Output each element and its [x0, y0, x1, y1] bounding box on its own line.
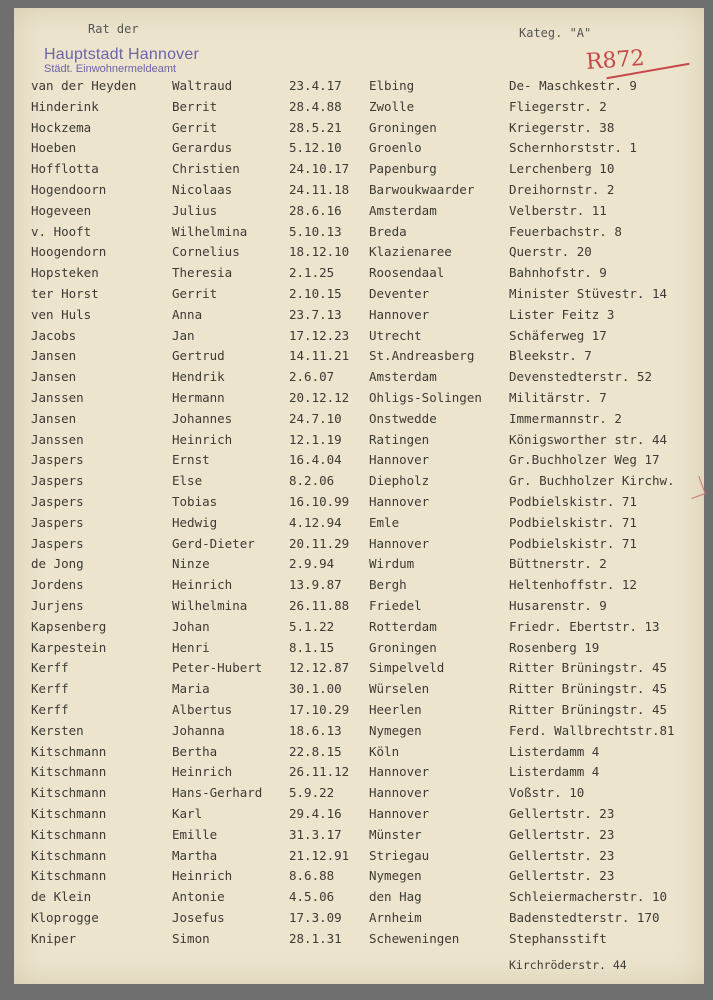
- birth-date-cell: 8.2.06: [289, 473, 335, 489]
- surname-cell: Jaspers: [31, 473, 84, 489]
- given-name-cell: Gertrud: [172, 348, 225, 364]
- birth-place-cell: Striegau: [369, 847, 430, 863]
- birth-date-cell: 17.12.23: [289, 327, 350, 343]
- table-row: [14, 764, 704, 784]
- table-row: [14, 681, 704, 701]
- address-cell: Voßstr. 10: [509, 785, 585, 801]
- table-row: [14, 348, 704, 368]
- surname-cell: Kerff: [31, 660, 69, 676]
- given-name-cell: Henri: [172, 639, 210, 655]
- birth-place-cell: Wirdum: [369, 556, 415, 572]
- surname-cell: Kerff: [31, 681, 69, 697]
- address-cell: Podbielskistr. 71: [509, 514, 637, 530]
- birth-date-cell: 5.1.22: [289, 618, 335, 634]
- surname-cell: Kloprogge: [31, 910, 99, 925]
- table-row: [14, 411, 704, 431]
- birth-place-cell: Groningen: [369, 639, 437, 655]
- handwritten-reference: R872: [585, 45, 646, 76]
- surname-cell: Janssen: [31, 390, 84, 405]
- birth-date-cell: 16.10.99: [289, 494, 350, 509]
- surname-cell: Kerff: [31, 702, 69, 717]
- table-row: [14, 390, 704, 410]
- surname-cell: Jacobs: [31, 327, 77, 343]
- given-name-cell: Cornelius: [172, 244, 240, 260]
- surname-cell: Kersten: [31, 722, 84, 738]
- surname-cell: ter Horst: [31, 286, 99, 301]
- birth-place-cell: Deventer: [369, 286, 430, 301]
- birth-place-cell: Ratingen: [369, 431, 430, 447]
- address-cell: Lerchenberg 10: [509, 161, 615, 177]
- address-cell: Ritter Brüningstr. 45: [509, 660, 668, 676]
- surname-cell: de Jong: [31, 556, 84, 572]
- table-row: [14, 286, 704, 306]
- birth-date-cell: 18.12.10: [289, 244, 350, 260]
- extra-address: Kirchröderstr. 44: [509, 958, 627, 972]
- table-row: [14, 889, 704, 909]
- table-row: [14, 619, 704, 639]
- birth-place-cell: Simpelveld: [369, 660, 445, 676]
- address-cell: Feuerbachstr. 8: [509, 223, 622, 239]
- surname-cell: Kapsenberg: [31, 618, 107, 634]
- birth-place-cell: St.Andreasberg: [369, 348, 475, 364]
- table-row: [14, 515, 704, 535]
- birth-place-cell: Groenlo: [369, 140, 422, 156]
- table-row: [14, 868, 704, 888]
- birth-place-cell: Rotterdam: [369, 618, 437, 634]
- given-name-cell: Karl: [172, 806, 203, 821]
- table-row: [14, 452, 704, 472]
- birth-place-cell: Amsterdam: [369, 369, 437, 385]
- birth-place-cell: Zwolle: [369, 98, 415, 114]
- birth-place-cell: Scheweningen: [369, 930, 460, 946]
- birth-date-cell: 30.1.00: [289, 681, 342, 697]
- birth-place-cell: Hannover: [369, 535, 430, 551]
- surname-cell: Jaspers: [31, 494, 84, 509]
- address-cell: Militärstr. 7: [509, 390, 607, 405]
- surname-cell: Kitschmann: [31, 806, 107, 821]
- address-cell: Rosenberg 19: [509, 639, 600, 655]
- address-cell: Gr.Buchholzer Weg 17: [509, 452, 660, 468]
- address-cell: Gr. Buchholzer Kirchw.: [509, 473, 675, 489]
- address-cell: Querstr. 20: [509, 244, 592, 260]
- birth-date-cell: 8.1.15: [289, 639, 335, 655]
- table-row: [14, 785, 704, 805]
- address-cell: Ferd. Wallbrechtstr.81: [509, 722, 675, 738]
- birth-date-cell: 28.1.31: [289, 930, 342, 946]
- given-name-cell: Nicolaas: [172, 182, 233, 197]
- birth-date-cell: 23.7.13: [289, 306, 342, 322]
- table-row: [14, 744, 704, 764]
- surname-cell: Hoeben: [31, 140, 77, 156]
- birth-place-cell: Hannover: [369, 306, 430, 322]
- surname-cell: Jansen: [31, 348, 77, 364]
- address-cell: Gellertstr. 23: [509, 868, 615, 884]
- birth-place-cell: Amsterdam: [369, 202, 437, 218]
- surname-cell: Kitschmann: [31, 826, 107, 842]
- address-cell: Devenstedterstr. 52: [509, 369, 652, 385]
- birth-place-cell: Heerlen: [369, 702, 422, 717]
- address-cell: Podbielskistr. 71: [509, 535, 637, 551]
- birth-date-cell: 17.10.29: [289, 702, 350, 717]
- address-cell: Kriegerstr. 38: [509, 119, 615, 135]
- address-cell: Badenstedterstr. 170: [509, 910, 660, 925]
- table-row: [14, 536, 704, 556]
- table-row: [14, 931, 704, 951]
- address-cell: Ritter Brüningstr. 45: [509, 681, 668, 697]
- birth-place-cell: Onstwedde: [369, 410, 437, 426]
- birth-date-cell: 17.3.09: [289, 910, 342, 925]
- birth-date-cell: 21.12.91: [289, 847, 350, 863]
- table-row: [14, 244, 704, 264]
- table-row: [14, 78, 704, 98]
- table-row: [14, 161, 704, 181]
- given-name-cell: Heinrich: [172, 868, 233, 884]
- address-cell: Schernhorststr. 1: [509, 140, 637, 156]
- address-cell: Gellertstr. 23: [509, 847, 615, 863]
- birth-date-cell: 12.12.87: [289, 660, 350, 676]
- surname-cell: ven Huls: [31, 306, 92, 322]
- table-row: [14, 473, 704, 493]
- birth-place-cell: Emle: [369, 514, 400, 530]
- table-row: [14, 827, 704, 847]
- address-cell: Dreihornstr. 2: [509, 182, 615, 197]
- address-cell: Friedr. Ebertstr. 13: [509, 618, 660, 634]
- birth-date-cell: 2.10.15: [289, 286, 342, 301]
- surname-cell: Kitschmann: [31, 847, 107, 863]
- given-name-cell: Gerrit: [172, 286, 218, 301]
- address-cell: Ritter Brüningstr. 45: [509, 702, 668, 717]
- given-name-cell: Antonie: [172, 889, 225, 905]
- given-name-cell: Julius: [172, 202, 218, 218]
- stamp-line-1: Hauptstadt Hannover: [44, 46, 200, 63]
- given-name-cell: Jan: [172, 327, 195, 343]
- birth-date-cell: 5.10.13: [289, 223, 342, 239]
- table-row: [14, 265, 704, 285]
- given-name-cell: Wilhelmina: [172, 223, 248, 239]
- address-cell: Gellertstr. 23: [509, 806, 615, 821]
- table-row: [14, 307, 704, 327]
- table-row: [14, 660, 704, 680]
- birth-date-cell: 13.9.87: [289, 577, 342, 593]
- birth-place-cell: Würselen: [369, 681, 430, 697]
- birth-date-cell: 2.9.94: [289, 556, 335, 572]
- given-name-cell: Tobias: [172, 494, 218, 509]
- given-name-cell: Johan: [172, 618, 210, 634]
- table-row: [14, 806, 704, 826]
- birth-place-cell: Klazienaree: [369, 244, 452, 260]
- given-name-cell: Hans-Gerhard: [172, 785, 263, 801]
- address-cell: Fliegerstr. 2: [509, 98, 607, 114]
- surname-cell: Jaspers: [31, 535, 84, 551]
- birth-place-cell: Elbing: [369, 78, 415, 93]
- birth-date-cell: 29.4.16: [289, 806, 342, 821]
- address-cell: Velberstr. 11: [509, 202, 607, 218]
- birth-date-cell: 31.3.17: [289, 826, 342, 842]
- stamp-line-2: Städt. Einwohnermeldeamt: [44, 63, 177, 75]
- birth-date-cell: 4.12.94: [289, 514, 342, 530]
- birth-place-cell: Nymegen: [369, 868, 422, 884]
- surname-cell: Kitschmann: [31, 785, 107, 801]
- table-row: [14, 224, 704, 244]
- birth-date-cell: 28.6.16: [289, 202, 342, 218]
- table-row: [14, 640, 704, 660]
- table-row: [14, 598, 704, 618]
- given-name-cell: Emille: [172, 826, 218, 842]
- birth-date-cell: 8.6.88: [289, 868, 335, 884]
- given-name-cell: Albertus: [172, 702, 233, 717]
- birth-place-cell: Roosendaal: [369, 265, 445, 281]
- table-row: [14, 723, 704, 743]
- given-name-cell: Berrit: [172, 98, 218, 114]
- birth-place-cell: den Hag: [369, 889, 422, 905]
- birth-place-cell: Barwoukwaarder: [369, 182, 475, 197]
- address-cell: Minister Stüvestr. 14: [509, 286, 668, 301]
- given-name-cell: Hedwig: [172, 514, 218, 530]
- birth-date-cell: 24.10.17: [289, 161, 350, 177]
- birth-date-cell: 2.6.07: [289, 369, 335, 385]
- birth-date-cell: 24.7.10: [289, 410, 342, 426]
- address-cell: Heltenhoffstr. 12: [509, 577, 637, 593]
- given-name-cell: Bertha: [172, 743, 218, 759]
- address-cell: Husarenstr. 9: [509, 598, 607, 613]
- birth-place-cell: Ohligs-Solingen: [369, 390, 482, 405]
- given-name-cell: Hermann: [172, 390, 225, 405]
- birth-date-cell: 12.1.19: [289, 431, 342, 447]
- given-name-cell: Josefus: [172, 910, 225, 925]
- surname-cell: Hofflotta: [31, 161, 99, 177]
- birth-place-cell: Hannover: [369, 785, 430, 801]
- header-left: Rat der: [88, 22, 139, 36]
- surname-cell: Hogeveen: [31, 202, 92, 218]
- birth-date-cell: 14.11.21: [289, 348, 350, 364]
- birth-place-cell: Papenburg: [369, 161, 437, 177]
- birth-date-cell: 24.11.18: [289, 182, 350, 197]
- table-row: [14, 120, 704, 140]
- birth-date-cell: 28.5.21: [289, 119, 342, 135]
- birth-date-cell: 4.5.06: [289, 889, 335, 905]
- surname-cell: Jaspers: [31, 452, 84, 468]
- given-name-cell: Ninze: [172, 556, 210, 572]
- given-name-cell: Gerd-Dieter: [172, 535, 255, 551]
- table-row: [14, 910, 704, 930]
- surname-cell: Kitschmann: [31, 764, 107, 780]
- surname-cell: Hockzema: [31, 119, 92, 135]
- address-cell: Bleekstr. 7: [509, 348, 592, 364]
- address-cell: Königsworther str. 44: [509, 431, 668, 447]
- address-cell: Büttnerstr. 2: [509, 556, 607, 572]
- address-cell: Lister Feitz 3: [509, 306, 615, 322]
- birth-date-cell: 26.11.12: [289, 764, 350, 780]
- given-name-cell: Johanna: [172, 722, 225, 738]
- address-cell: Listerdamm 4: [509, 743, 600, 759]
- surname-cell: van der Heyden: [31, 78, 137, 93]
- birth-date-cell: 20.11.29: [289, 535, 350, 551]
- surname-cell: v. Hooft: [31, 223, 92, 239]
- given-name-cell: Theresia: [172, 265, 233, 281]
- surname-cell: Hopsteken: [31, 265, 99, 281]
- birth-date-cell: 2.1.25: [289, 265, 335, 281]
- surname-cell: de Klein: [31, 889, 92, 905]
- surname-cell: Jordens: [31, 577, 84, 593]
- table-row: [14, 848, 704, 868]
- table-row: [14, 140, 704, 160]
- birth-date-cell: 5.9.22: [289, 785, 335, 801]
- surname-cell: Jurjens: [31, 598, 84, 613]
- birth-place-cell: Friedel: [369, 598, 422, 613]
- table-row: [14, 702, 704, 722]
- birth-place-cell: Hannover: [369, 764, 430, 780]
- address-cell: Immermannstr. 2: [509, 410, 622, 426]
- surname-cell: Jaspers: [31, 514, 84, 530]
- document-page: [14, 8, 704, 984]
- address-cell: Gellertstr. 23: [509, 826, 615, 842]
- given-name-cell: Anna: [172, 306, 203, 322]
- birth-date-cell: 5.12.10: [289, 140, 342, 156]
- birth-date-cell: 16.4.04: [289, 452, 342, 468]
- table-row: [14, 494, 704, 514]
- given-name-cell: Heinrich: [172, 431, 233, 447]
- given-name-cell: Peter-Hubert: [172, 660, 263, 676]
- table-row: [14, 577, 704, 597]
- birth-place-cell: Arnheim: [369, 910, 422, 925]
- given-name-cell: Heinrich: [172, 764, 233, 780]
- table-row: [14, 432, 704, 452]
- table-row: [14, 203, 704, 223]
- birth-date-cell: 23.4.17: [289, 78, 342, 93]
- birth-place-cell: Nymegen: [369, 722, 422, 738]
- office-stamp: [44, 46, 199, 75]
- given-name-cell: Else: [172, 473, 203, 489]
- birth-place-cell: Köln: [369, 743, 400, 759]
- surname-cell: Kitschmann: [31, 743, 107, 759]
- table-row: [14, 328, 704, 348]
- given-name-cell: Waltraud: [172, 78, 233, 93]
- table-row: [14, 99, 704, 119]
- address-cell: Stephansstift: [509, 930, 607, 946]
- surname-cell: Karpestein: [31, 639, 107, 655]
- table-row: [14, 369, 704, 389]
- surname-cell: Kitschmann: [31, 868, 107, 884]
- given-name-cell: Simon: [172, 930, 210, 946]
- birth-date-cell: 18.6.13: [289, 722, 342, 738]
- table-row: [14, 556, 704, 576]
- given-name-cell: Gerrit: [172, 119, 218, 135]
- surname-cell: Janssen: [31, 431, 84, 447]
- surname-cell: Kniper: [31, 930, 77, 946]
- birth-place-cell: Breda: [369, 223, 407, 239]
- given-name-cell: Heinrich: [172, 577, 233, 593]
- address-cell: De- Maschkestr. 9: [509, 78, 637, 93]
- birth-place-cell: Hannover: [369, 452, 430, 468]
- given-name-cell: Hendrik: [172, 369, 225, 385]
- surname-cell: Jansen: [31, 369, 77, 385]
- surname-cell: Hogendoorn: [31, 182, 107, 197]
- birth-date-cell: 28.4.88: [289, 98, 342, 114]
- given-name-cell: Wilhelmina: [172, 598, 248, 613]
- surname-cell: Hoogendorn: [31, 244, 107, 260]
- surname-cell: Hinderink: [31, 98, 99, 114]
- birth-place-cell: Hannover: [369, 806, 430, 821]
- birth-place-cell: Diepholz: [369, 473, 430, 489]
- address-cell: Podbielskistr. 71: [509, 494, 637, 509]
- birth-date-cell: 22.8.15: [289, 743, 342, 759]
- given-name-cell: Ernst: [172, 452, 210, 468]
- birth-place-cell: Utrecht: [369, 327, 422, 343]
- birth-date-cell: 26.11.88: [289, 598, 350, 613]
- table-row: [14, 182, 704, 202]
- given-name-cell: Johannes: [172, 410, 233, 426]
- birth-place-cell: Münster: [369, 826, 422, 842]
- address-cell: Bahnhofstr. 9: [509, 265, 607, 281]
- address-cell: Listerdamm 4: [509, 764, 600, 780]
- given-name-cell: Maria: [172, 681, 210, 697]
- birth-place-cell: Hannover: [369, 494, 430, 509]
- birth-place-cell: Groningen: [369, 119, 437, 135]
- given-name-cell: Martha: [172, 847, 218, 863]
- given-name-cell: Christien: [172, 161, 240, 177]
- surname-cell: Jansen: [31, 410, 77, 426]
- birth-date-cell: 20.12.12: [289, 390, 350, 405]
- given-name-cell: Gerardus: [172, 140, 233, 156]
- birth-place-cell: Bergh: [369, 577, 407, 593]
- header-category: Kateg. "A": [519, 26, 592, 40]
- address-cell: Schäferweg 17: [509, 327, 607, 343]
- address-cell: Schleiermacherstr. 10: [509, 889, 668, 905]
